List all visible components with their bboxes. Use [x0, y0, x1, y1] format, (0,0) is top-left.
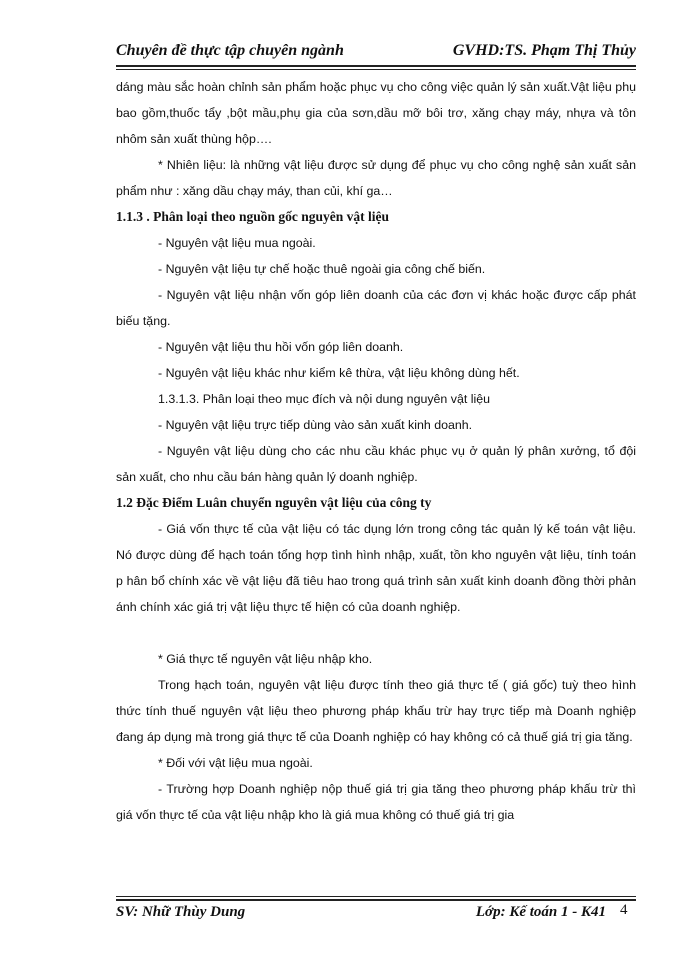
- subsection-heading: 1.3.1.3. Phân loại theo mục đích và nội dung nguyên vật liệu: [158, 392, 491, 406]
- footer-rule-thin: [116, 896, 636, 897]
- header-advisor: GVHD:TS. Phạm Thị Thủy: [452, 42, 636, 59]
- header-rule-thick: [116, 65, 636, 67]
- page-number: 4: [620, 902, 628, 918]
- paragraph: * Nhiên liệu: là những vật liệu được sử dụng để phục vụ cho công nghệ sản xuất sản phẩm như : xăng dầu chạy máy, than củi, khí ga…: [116, 158, 636, 198]
- list-item: - Nguyên vật liệu nhận vốn góp liên doanh của các đơn vị khác hoặc được cấp phát biếu tặng.: [116, 288, 636, 328]
- list-item: - Nguyên vật liệu khác như kiểm kê thừa, vật liệu không dùng hết.: [158, 366, 520, 380]
- list-item: - Nguyên vật liệu trực tiếp dùng vào sản xuất kinh doanh.: [158, 418, 473, 432]
- list-item: - Nguyên vật liệu thu hồi vốn góp liên doanh.: [158, 340, 404, 354]
- page-body: [116, 74, 636, 828]
- list-item: - Nguyên vật liệu mua ngoài.: [158, 236, 316, 250]
- paragraph: dáng màu sắc hoàn chỉnh sản phẩm hoặc phục vụ cho công việc quản lý sản xuất.Vật liệu phụ bao gồm,thuốc tẩy ,bột mầu,phụ gia của sơn,dầu mỡ bôi trơ, xăng chạy máy, nhựa và tôn nhôm sản xuất thùng hộp….: [116, 80, 636, 146]
- paragraph: - Giá vốn thực tế của vật liệu có tác dụng lớn trong công tác quản lý kế toán vật liệu. Nó được dùng để hạch toán tổng hợp tình hình nhập, xuất, tồn kho nguyên vật liệu, tính toán p hân bổ chính xác về vật liệu đã tiêu hao trong quá trình sản xuất kinh doanh đồng thời phản ánh chính xác giá trị vật liệu thực tế hiện có của doanh nghiệp.: [116, 522, 636, 614]
- header-rule-thin: [116, 69, 636, 70]
- paragraph: Trong hạch toán, nguyên vật liệu được tính theo giá thực tế ( giá gốc) tuỳ theo hình thức tính thuế nguyên vật liệu theo phương pháp khấu trừ hay trực tiếp mà Doanh nghiệp đang áp dụng mà trong giá thực tế của Doanh nghiệp có hay không có cả thuế giá trị gia tăng.: [116, 678, 636, 744]
- paragraph: * Đối với vật liệu mua ngoài.: [158, 756, 313, 770]
- section-heading: 1.1.3 . Phân loại theo nguồn gốc nguyên vật liệu: [116, 209, 390, 224]
- footer-class: Lớp: Kế toán 1 - K41: [475, 903, 606, 920]
- paragraph: * Giá thực tế nguyên vật liệu nhập kho.: [158, 652, 373, 666]
- footer-student: SV: Nhữ Thùy Dung: [116, 903, 246, 920]
- page-header: [116, 36, 636, 66]
- page-footer: [116, 899, 606, 925]
- paragraph: - Trường hợp Doanh nghiệp nộp thuế giá trị gia tăng theo phương pháp khấu trừ thì giá vốn thực tế của vật liệu nhập kho là giá mua không có thuế giá trị gia: [116, 782, 636, 822]
- section-heading: 1.2 Đặc Điểm Luân chuyển nguyên vật liệu của công ty: [116, 495, 432, 510]
- list-item: - Nguyên vật liệu dùng cho các nhu cầu khác phục vụ ở quản lý phân xưởng, tổ đội sản xuất, cho nhu cầu bán hàng quản lý doanh nghiệp.: [116, 444, 636, 484]
- header-title: Chuyên đề thực tập chuyên ngành: [116, 42, 344, 59]
- list-item: - Nguyên vật liệu tự chế hoặc thuê ngoài gia công chế biến.: [158, 262, 486, 276]
- blank-line: [116, 620, 636, 646]
